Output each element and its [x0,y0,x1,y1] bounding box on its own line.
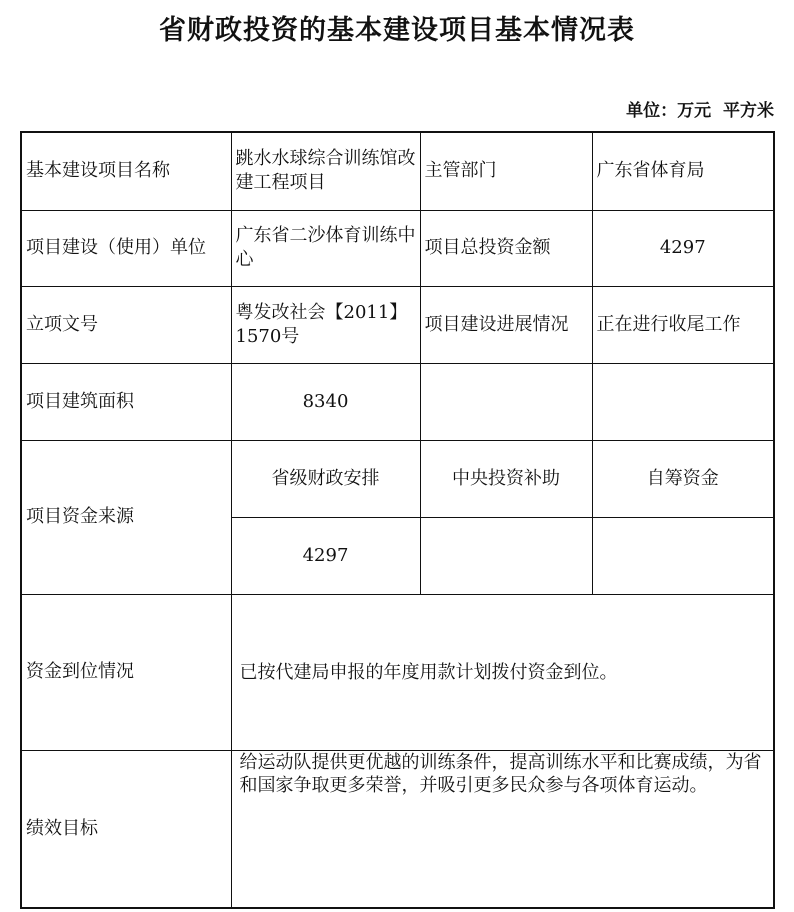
project-name-label: 基本建设项目名称 [21,132,231,210]
page-title: 省财政投资的基本建设项目基本情况表 [159,15,635,46]
funding-value-provincial: 4297 [231,517,420,594]
approval-doc-label: 立项文号 [21,286,231,363]
total-investment-value: 4297 [592,210,774,286]
progress-value: 正在进行收尾工作 [592,286,774,363]
table-row [21,594,774,750]
funds-status-label: 资金到位情况 [21,594,231,750]
project-name-value: 跳水水球综合训练馆改建工程项目 [231,132,420,210]
builder-value: 广东省二沙体育训练中心 [231,210,420,286]
performance-label: 绩效目标 [21,750,231,908]
table-row [21,286,774,363]
builder-label: 项目建设（使用）单位 [21,210,231,286]
department-value: 广东省体育局 [592,132,774,210]
approval-doc-value: 粤发改社会【2011】1570号 [231,286,420,363]
table-row [21,363,774,440]
progress-label: 项目建设进展情况 [420,286,592,363]
funding-header-central: 中央投资补助 [420,440,592,517]
table-row [21,210,774,286]
table-row [21,750,774,908]
funds-status-value: 已按代建局申报的年度用款计划拨付资金到位。 [231,594,774,750]
funding-header-self: 自筹资金 [592,440,774,517]
empty-cell [592,363,774,440]
funding-header-provincial: 省级财政安排 [231,440,420,517]
area-label: 项目建筑面积 [21,363,231,440]
project-info-table [20,131,775,909]
empty-cell [420,363,592,440]
area-value: 8340 [231,363,420,440]
total-investment-label: 项目总投资金额 [420,210,592,286]
department-label: 主管部门 [420,132,592,210]
funding-value-central [420,517,592,594]
table-row [21,132,774,210]
performance-value: 给运动队提供更优越的训练条件，提高训练水平和比赛成绩，为省和国家争取更多荣誉，并吸引更多民众参与各项体育运动。 [231,750,774,908]
unit-note: 单位：万元 平方米 [626,101,774,121]
table-row [21,440,774,517]
funding-value-self [592,517,774,594]
funding-label: 项目资金来源 [21,440,231,594]
